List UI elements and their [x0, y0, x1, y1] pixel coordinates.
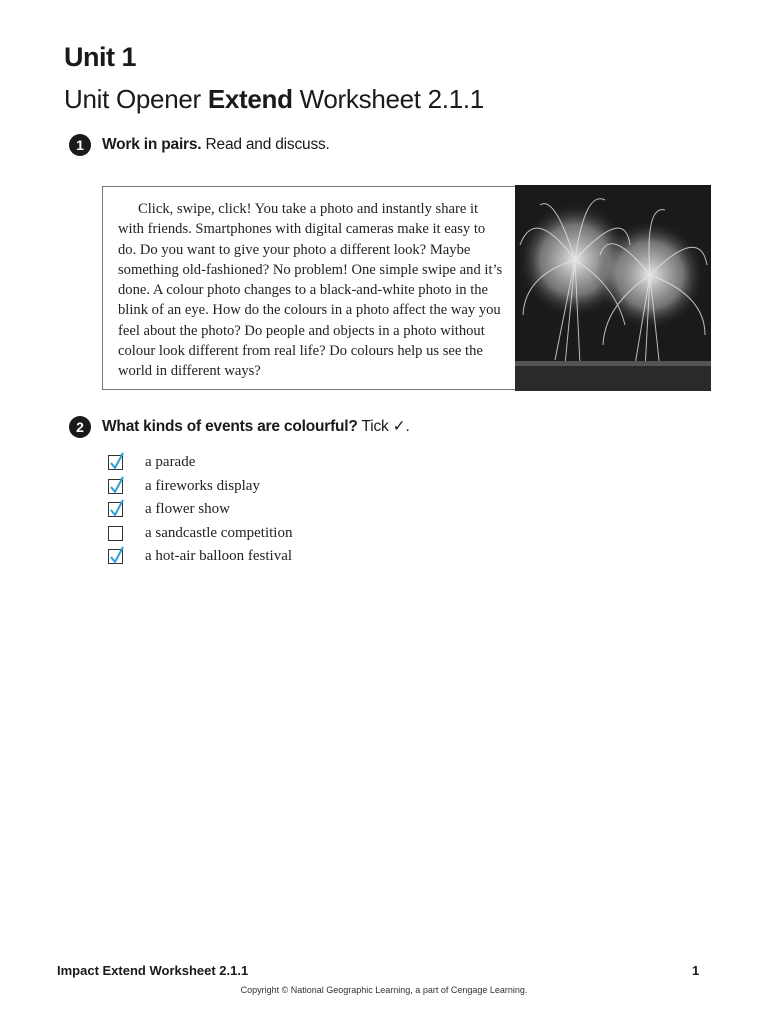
worksheet-title — [64, 84, 484, 115]
exercise-1-instruction-rest: Read and discuss. — [201, 136, 330, 153]
checkbox-hot-air-balloon-festival[interactable] — [108, 549, 123, 564]
checklist-item — [108, 451, 292, 475]
tick-icon — [110, 452, 124, 470]
exercise-2-number-badge: 2 — [69, 416, 91, 438]
checklist-label: a sandcastle competition — [145, 524, 293, 541]
exercise-2-instruction — [102, 417, 410, 436]
reading-passage: Click, swipe, click! You take a photo and instantly share it with friends. Smartphones with digital cameras make it easy to do. Do you want to give your photo a different look? Maybe something old-fashioned? No problem! One simple swipe and it’s done. A colour photo changes to a black-and-white photo in the blink of an eye. How do the colours in a photo affect the way you feel about the photo? Do people and objects in a photo without colour look different from real life? Do colours help us see the world in different ways? — [118, 201, 503, 380]
checklist-item — [108, 522, 292, 546]
tick-icon — [110, 476, 124, 494]
tick-icon — [110, 499, 124, 517]
checklist-label: a hot-air balloon festival — [145, 548, 293, 565]
exercise-2-instruction-rest: Tick ✓. — [357, 418, 410, 435]
tick-icon — [110, 546, 124, 564]
fireworks-photo — [515, 185, 711, 391]
checklist-label: a parade — [145, 454, 196, 471]
checkbox-parade[interactable] — [108, 455, 123, 470]
fireworks-image — [515, 185, 711, 391]
exercise-1-number-badge: 1 — [69, 134, 91, 156]
copyright-notice: Copyright © National Geographic Learning, a part of Cengage Learning. — [240, 985, 528, 995]
footer-page-number: 1 — [692, 963, 700, 978]
checklist-item — [108, 498, 292, 522]
exercise-2-instruction-bold: What kinds of events are colourful? — [102, 418, 358, 435]
exercise-1-instruction-bold: Work in pairs. — [102, 136, 202, 153]
footer-worksheet-name: Impact Extend Worksheet 2.1.1 — [57, 963, 249, 978]
checklist-label: a fireworks display — [145, 477, 260, 494]
event-checklist — [108, 451, 292, 569]
checkbox-flower-show[interactable] — [108, 502, 123, 517]
checklist-label: a flower show — [145, 501, 230, 518]
unit-heading: Unit 1 — [64, 42, 137, 72]
title-prefix: Unit Opener — [64, 84, 208, 114]
checkbox-fireworks-display[interactable] — [108, 479, 123, 494]
exercise-1-instruction — [102, 136, 330, 154]
title-bold: Extend — [207, 84, 293, 114]
checklist-item — [108, 475, 292, 499]
title-suffix: Worksheet 2.1.1 — [292, 84, 484, 114]
checkbox-sandcastle-competition[interactable] — [108, 526, 123, 541]
checklist-item — [108, 545, 292, 569]
